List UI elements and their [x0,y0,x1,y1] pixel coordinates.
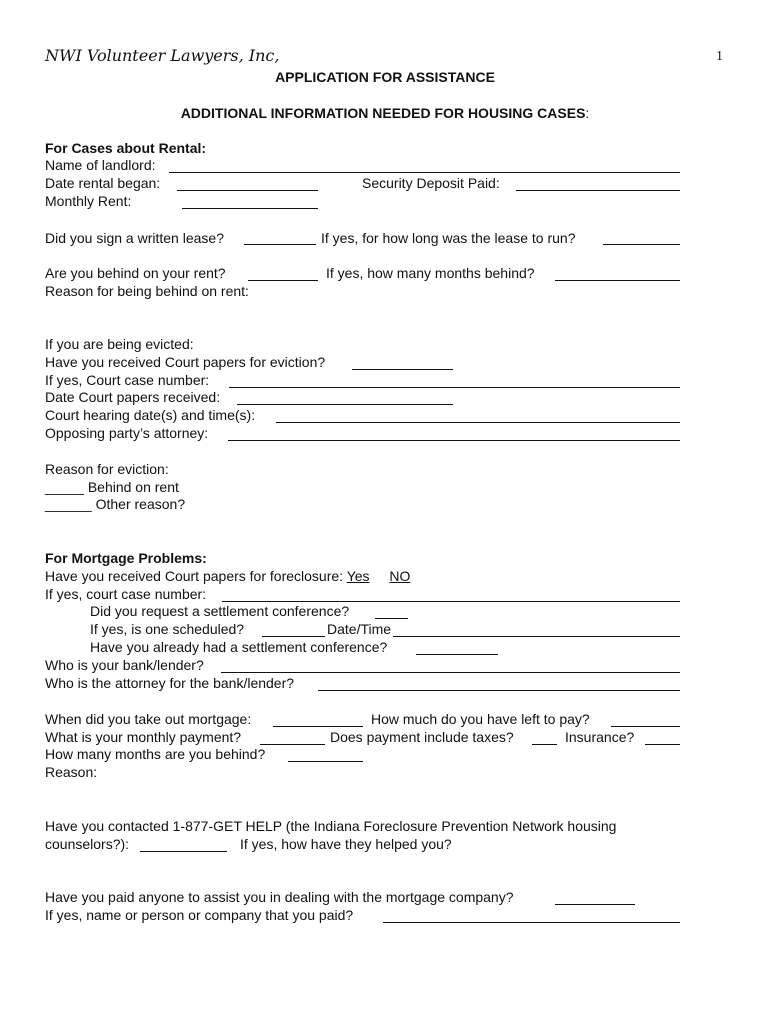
deposit-field[interactable] [516,190,680,191]
foreclosure-case-field[interactable] [222,601,680,602]
rental-began-field[interactable] [177,190,318,191]
counselors-label: counselors?): [45,836,130,852]
papers-date-field[interactable] [237,404,453,405]
hearing-label: Court hearing date(s) and time(s): [45,407,256,423]
mortgage-months-behind-field[interactable] [288,761,363,762]
months-behind-field[interactable] [555,280,680,281]
rental-began-label: Date rental began: [45,175,161,191]
eviction-case-label: If yes, Court case number: [45,372,210,388]
eviction-papers-field[interactable] [352,369,453,370]
landlord-field[interactable] [169,172,680,173]
hearing-field[interactable] [276,422,680,423]
scheduled-label: If yes, is one scheduled? [90,621,245,637]
bank-label: Who is your bank/lender? [45,657,204,673]
subtitle-colon: : [585,105,590,121]
lease-field[interactable] [244,244,316,245]
monthly-payment-label: What is your monthly payment? [45,729,242,745]
foreclosure-no-option[interactable]: NO [389,568,411,584]
eviction-papers-label: Have you received Court papers for eviction? [45,354,326,370]
form-subtitle [0,105,770,122]
paid-name-field[interactable] [383,922,680,923]
mortgage-months-behind-label: How many months are you behind? [45,746,266,762]
taxes-field[interactable] [532,744,557,745]
bank-field[interactable] [221,672,680,673]
insurance-label: Insurance? [565,729,635,745]
lease-label: Did you sign a written lease? [45,230,224,246]
bank-attorney-label: Who is the attorney for the bank/lender? [45,675,295,691]
monthly-rent-label: Monthly Rent: [45,193,132,209]
taxes-label: Does payment include taxes? [330,729,514,745]
papers-date-label: Date Court papers received: [45,389,221,405]
foreclosure-case-label: If yes, court case number: [45,586,207,602]
lease-length-label: If yes, for how long was the lease to run? [321,230,576,246]
deposit-label: Security Deposit Paid: [362,175,500,191]
already-had-field[interactable] [416,654,498,655]
date-time-label: Date/Time [327,621,392,637]
mortgage-heading: For Mortgage Problems: [45,550,207,566]
settlement-request-label: Did you request a settlement conference? [90,603,350,619]
landlord-label: Name of landlord: [45,157,156,173]
reason-option-behind[interactable]: _____ Behind on rent [45,479,179,495]
form-title: APPLICATION FOR ASSISTANCE [275,69,495,85]
foreclosure-papers-label: Have you received Court papers for foreclosure: [45,568,344,584]
helped-label: If yes, how have they helped you? [240,836,452,852]
bank-attorney-field[interactable] [318,690,680,691]
mortgage-reason-label: Reason: [45,764,98,780]
organization-header: NWI Volunteer Lawyers, Inc, [45,46,280,65]
rental-heading: For Cases about Rental: [45,140,207,156]
already-had-label: Have you already had a settlement conference? [90,639,388,655]
left-to-pay-field[interactable] [611,726,680,727]
counselors-field[interactable] [140,851,227,852]
monthly-payment-field[interactable] [260,744,325,745]
opposing-attorney-label: Opposing party’s attorney: [45,425,209,441]
eviction-case-field[interactable] [229,387,680,388]
monthly-rent-field[interactable] [182,208,318,209]
mortgage-date-field[interactable] [273,726,363,727]
reason-behind-label: Reason for being behind on rent: [45,283,249,299]
eviction-intro: If you are being evicted: [45,336,194,352]
settlement-request-field[interactable] [375,618,408,619]
behind-label: Are you behind on your rent? [45,265,226,281]
behind-field[interactable] [248,280,318,281]
months-behind-label: If yes, how many months behind? [326,265,535,281]
paid-anyone-field[interactable] [555,904,635,905]
subtitle-text: ADDITIONAL INFORMATION NEEDED FOR HOUSING CASES [180,105,586,121]
mortgage-date-label: When did you take out mortgage: [45,711,252,727]
lease-length-field[interactable] [603,244,680,245]
get-help-question: Have you contacted 1-877-GET HELP (the Indiana Foreclosure Prevention Network housing [45,818,617,834]
page-number: 1 [716,49,723,64]
left-to-pay-label: How much do you have left to pay? [371,711,590,727]
opposing-attorney-field[interactable] [228,440,680,441]
insurance-field[interactable] [645,744,680,745]
paid-anyone-label: Have you paid anyone to assist you in dealing with the mortgage company? [45,889,514,905]
reason-option-other[interactable]: ______ Other reason? [45,496,186,512]
foreclosure-yes-option[interactable]: Yes [346,568,370,584]
foreclosure-papers-row [45,568,410,585]
eviction-reason-label: Reason for eviction: [45,461,169,477]
paid-name-label: If yes, name or person or company that you paid? [45,907,354,923]
